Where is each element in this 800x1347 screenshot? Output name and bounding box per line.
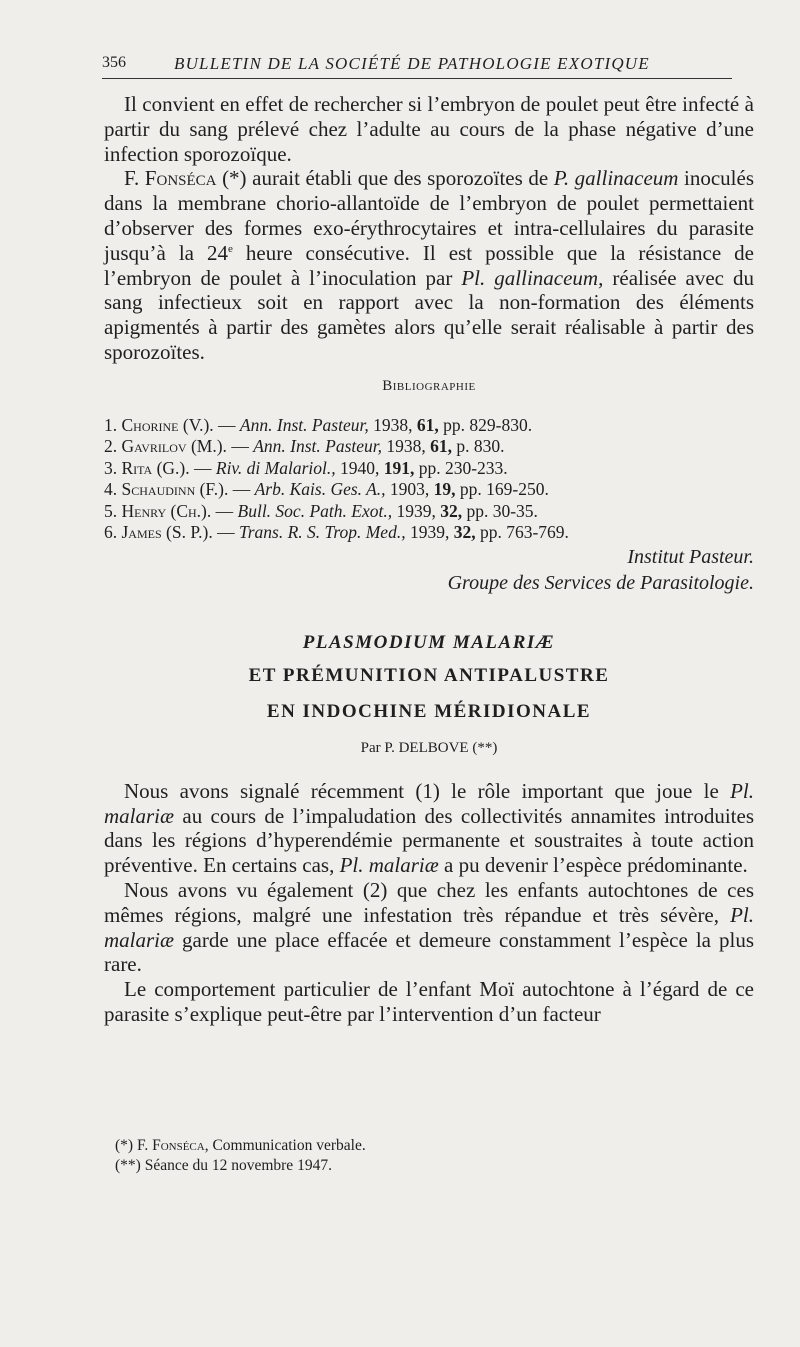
intro-paragraph-1: Il convient en effet de rechercher si l’embryon de poulet peut être infecté à partir du sang prélevé chez l’adulte au cours de la phase négative d’une infection sporozoïque. (104, 92, 754, 166)
page-body (104, 92, 754, 1027)
ref-number: 6. (104, 522, 118, 543)
institution-line-2: Groupe des Services de Parasitologie. (447, 571, 754, 594)
species-name: Pl. malariæ (104, 902, 754, 952)
article-byline: Par P. DELBOVE (**) (360, 739, 498, 756)
article-title-line-3: EN INDOCHINE MÉRIDIONALE (266, 700, 592, 722)
ref-volume: 32, (453, 522, 476, 543)
ref-journal: Riv. di Malariol., (215, 457, 336, 478)
ref-year: 1938, (373, 414, 413, 435)
ref-year: 1939, (396, 500, 436, 521)
text-run: Nous avons vu également (2) que chez les enfants autochtones de ces mêmes régions, malgré une infestation très répandue et très sévère, (104, 877, 754, 927)
ref-pages: pp. 829-830. (443, 414, 533, 435)
reference-item (104, 501, 754, 523)
ref-year: 1903, (389, 479, 430, 500)
institution-line-1: Institut Pasteur. (627, 545, 754, 568)
ref-dash: — (232, 479, 251, 500)
species-name: P. gallinaceum (553, 166, 679, 191)
ref-author: Henry (Ch.). (121, 500, 212, 521)
ref-number: 2. (104, 436, 118, 457)
article-paragraph-3: Le comportement particulier de l’enfant Moï autochtone à l’égard de ce parasite s’explique peut-être par l’intervention d’un facteur (104, 977, 754, 1026)
article-paragraph-1 (104, 779, 754, 878)
ref-volume: 191, (383, 457, 415, 478)
ref-journal: Bull. Soc. Path. Exot., (237, 500, 393, 521)
footnotes (115, 1136, 715, 1176)
page-number: 356 (102, 54, 126, 71)
reference-item (104, 415, 754, 437)
ref-volume: 61, (430, 436, 453, 457)
author-name: F. Fonséca (124, 166, 217, 191)
reference-item (104, 479, 754, 501)
ref-journal: Ann. Inst. Pasteur, (239, 414, 369, 435)
ref-volume: 19, (433, 479, 456, 500)
footnote-2: (**) Séance du 12 novembre 1947. (115, 1157, 332, 1174)
ref-dash: — (231, 436, 249, 457)
footnote-ref: (*) (222, 166, 247, 191)
intro-paragraph-2 (104, 166, 754, 364)
text-run: Nous avons signalé récemment (1) le rôle important que joue le (124, 778, 719, 803)
running-title: BULLETIN DE LA SOCIÉTÉ DE PATHOLOGIE EXOTIQUE (174, 54, 650, 73)
text-run: a pu devenir l’espèce prédominante. (444, 853, 748, 878)
footnote-1 (115, 1136, 715, 1156)
reference-item (104, 436, 754, 458)
ref-author: Rita (G.). (121, 457, 190, 478)
bibliography-heading: Bibliographie (382, 377, 476, 394)
ref-pages: pp. 230-233. (418, 457, 508, 478)
species-name: Pl. malariæ (104, 778, 754, 828)
footnote-mark: (*) (115, 1137, 134, 1154)
ref-dash: — (217, 522, 235, 543)
ref-pages: pp. 169-250. (459, 479, 549, 500)
ref-number: 5. (104, 500, 118, 521)
superscript: e (227, 242, 233, 255)
ref-number: 1. (104, 414, 118, 435)
article-title-line-2: ET PRÉMUNITION ANTIPALUSTRE (248, 664, 610, 686)
ref-volume: 32, (440, 500, 463, 521)
ref-author: Chorine (V.). (121, 414, 214, 435)
reference-list (104, 415, 754, 544)
ref-journal: Ann. Inst. Pasteur, (253, 436, 383, 457)
text-run: aurait établi que des sporozoïtes de (252, 166, 549, 191)
ref-journal: Trans. R. S. Trop. Med., (238, 522, 406, 543)
ref-pages: pp. 763-769. (479, 522, 569, 543)
text-run: inoculés dans la membrane chorio-allantoïde de l’embryon de poulet permettaient d’observer des formes exo-érythrocytaires et intra-cellulaires du parasite jusqu’à la 24 (104, 166, 755, 265)
reference-item (104, 458, 754, 480)
footnote-text: Communication verbale. (212, 1137, 366, 1154)
ref-journal: Arb. Kais. Ges. A., (254, 479, 386, 500)
page-header (102, 50, 732, 80)
text-run: garde une place effacée et demeure constamment l’espèce la plus rare. (104, 927, 754, 977)
species-name: Pl. gallinaceum, (461, 265, 604, 290)
ref-author: Gavrilov (M.). (121, 436, 227, 457)
text-run: au cours de l’impaludation des collectivités annamites introduites dans les régions d’hyperendémie permanente et soustraites à toute action préventive. En certains cas, (104, 803, 755, 878)
footnote-author: F. Fonséca, (136, 1137, 209, 1154)
ref-volume: 61, (416, 414, 439, 435)
reference-item (104, 522, 754, 544)
ref-pages: p. 830. (456, 436, 505, 457)
ref-year: 1939, (409, 522, 450, 543)
ref-dash: — (218, 414, 236, 435)
ref-dash: — (215, 500, 234, 521)
ref-number: 3. (104, 457, 118, 478)
species-name: Pl. malariæ (339, 853, 439, 878)
article-title-line-1: PLASMODIUM MALARIÆ (302, 631, 556, 653)
ref-dash: — (194, 457, 212, 478)
ref-author: James (S. P.). (121, 522, 213, 543)
ref-number: 4. (104, 479, 118, 500)
text-run: heure consécutive. Il est possible que la résistance de l’embryon de poulet à l’inoculation par (104, 240, 754, 290)
ref-year: 1940, (339, 457, 380, 478)
header-rule (102, 78, 732, 79)
article-paragraph-2 (104, 878, 754, 977)
text-run: réalisée avec du sang infectieux soit en rapport avec la non-formation des éléments apigmentés à partir des gamètes alors qu’elle serait réalisable à partir des sporozoïtes. (104, 265, 755, 364)
ref-author: Schaudinn (F.). (121, 479, 229, 500)
ref-year: 1938, (386, 436, 426, 457)
ref-pages: pp. 30-35. (466, 500, 538, 521)
